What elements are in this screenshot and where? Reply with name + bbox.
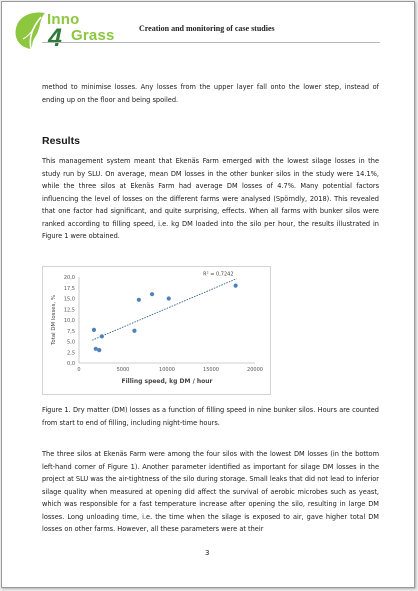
section-heading: Results bbox=[42, 135, 80, 147]
figure-1-chart bbox=[42, 266, 271, 395]
y-tick-label: 7,5 bbox=[67, 328, 75, 335]
data-point bbox=[100, 334, 104, 338]
data-point bbox=[92, 328, 96, 332]
x-tick-label: 20000 bbox=[247, 367, 263, 373]
y-tick-label: 17,5 bbox=[63, 285, 75, 292]
figure-caption: Figure 1. Dry matter (DM) losses as a function of filling speed in nine bunker silos. Hours are counted from start to end of filling, including night-time hours. bbox=[42, 406, 379, 427]
page-number: 3 bbox=[205, 549, 210, 557]
scatter-plot bbox=[43, 267, 270, 394]
document-page bbox=[1, 1, 415, 588]
header-divider bbox=[42, 42, 380, 43]
logo-text-inno: Inno bbox=[47, 11, 80, 28]
r-squared-label: R² = 0,7242 bbox=[203, 271, 234, 278]
x-tick-label: 15000 bbox=[203, 367, 219, 373]
running-header-title: Creation and monitoring of case studies bbox=[139, 24, 275, 33]
data-point bbox=[97, 348, 101, 352]
logo-text-grass: Grass bbox=[71, 27, 115, 44]
data-point bbox=[132, 329, 136, 333]
y-tick-label: 12,5 bbox=[63, 307, 75, 314]
x-tick-label: 0 bbox=[77, 367, 81, 373]
x-tick-label: 10000 bbox=[159, 367, 175, 373]
data-point bbox=[150, 292, 154, 296]
trendline bbox=[92, 279, 236, 340]
y-tick-label: 15,0 bbox=[63, 296, 75, 303]
intro-paragraph: method to minimise losses. Any losses from the upper layer fall onto the lower step, instead of ending up on the floor and being spoiled. bbox=[42, 83, 379, 104]
data-point bbox=[167, 296, 171, 300]
y-tick-label: 0,0 bbox=[67, 361, 75, 367]
results-paragraph: This management system meant that Ekenäs Farm emerged with the lowest silage losses in the study run by SLU. On average, mean DM losses in the other bunker silos in the study were 14.1%, while the three silos at Ekenäs Farm had average DM losses of 4.7%. Many potential factors influencing the level of losses on the different farms were analysed (Spörndly, 2018). This revealed that one factor had significant, and quite surprising, effects. When all farms with bunker silos were ranked according to filling speed, i.e. kg DM loaded into the silo per hour, the results illustrated in Figure 1 were obtained. bbox=[42, 157, 379, 240]
y-axis-title: Total DM losses, % bbox=[51, 295, 57, 345]
x-tick-label: 5000 bbox=[116, 367, 130, 373]
data-point bbox=[137, 298, 141, 302]
logo-text-digit: 4 bbox=[48, 24, 62, 52]
y-tick-label: 10,0 bbox=[63, 318, 75, 324]
y-tick-label: 5,0 bbox=[67, 339, 75, 346]
inno4grass-logo bbox=[11, 7, 131, 55]
closing-paragraph: The three silos at Ekenäs Farm were among the four silos with the lowest DM losses (in the bottom left-hand corner of Figure 1). Another parameter identified as important for silage DM losses in the project at SLU was the air-tightness of the silo during storage. Small leaks that did not lead to inferior silage quality when measured at opening did affect the survival of aerobic microbes such as yeast, which was responsible for a fast temperature increase after opening the silo, resulting in large DM losses. Long unloading time, i.e. the time when the silage is exposed to air, gave higher total DM losses on other farms. However, all these parameters were at their bbox=[42, 450, 379, 533]
x-axis-title: Filling speed, kg DM / hour bbox=[121, 378, 213, 385]
data-point bbox=[234, 284, 238, 288]
leaf-logo-icon bbox=[11, 9, 51, 53]
y-tick-label: 2,5 bbox=[67, 350, 75, 357]
y-tick-label: 20,0 bbox=[63, 275, 75, 281]
